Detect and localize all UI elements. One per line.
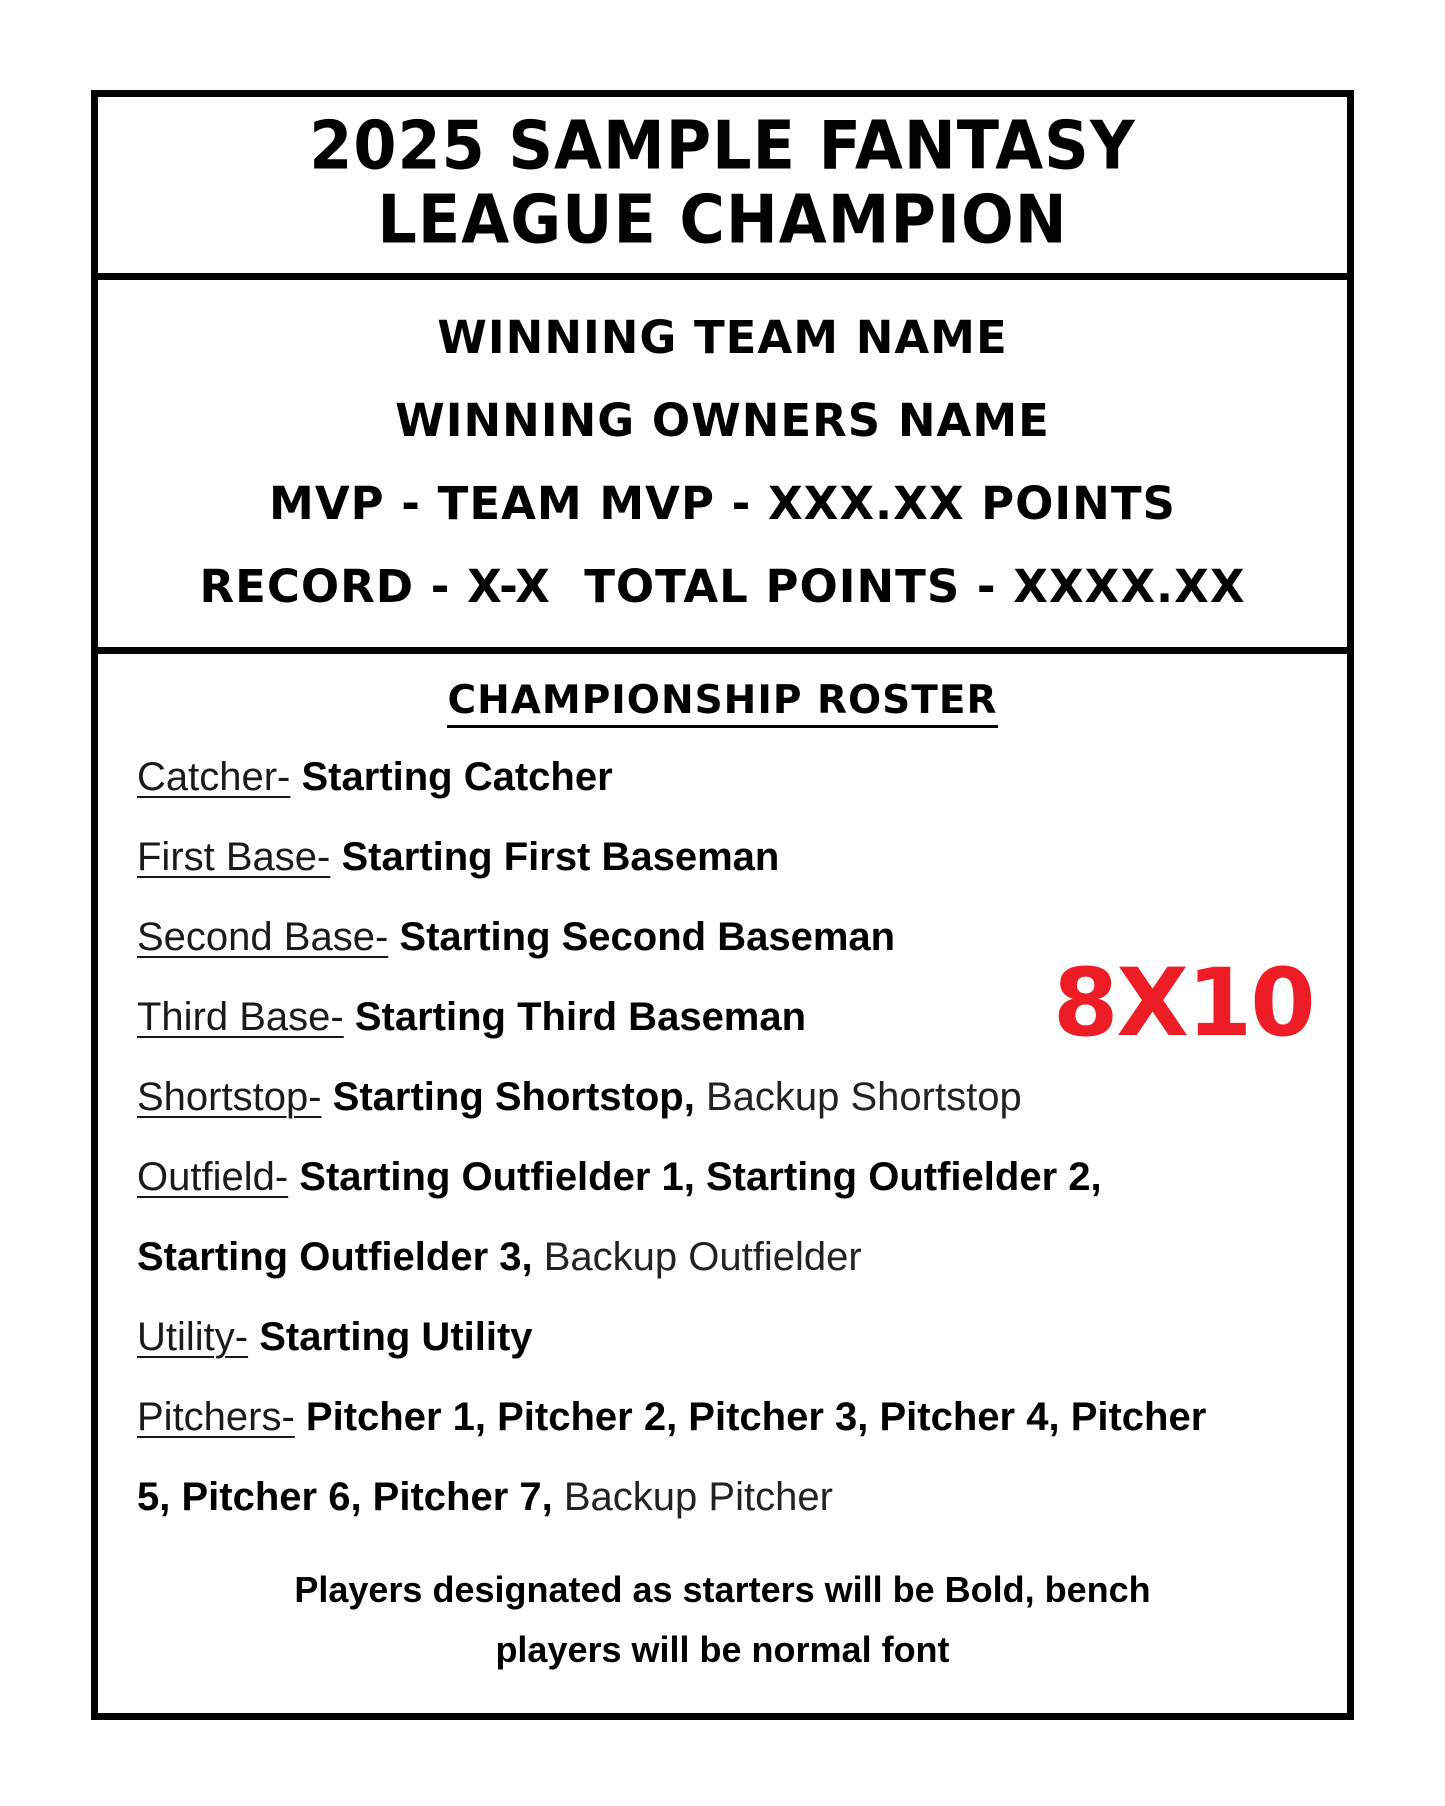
roster-line-shortstop: [137, 1071, 1022, 1123]
starter-names: Starting Third Baseman: [343, 995, 807, 1039]
bench-names: Backup Outfielder: [532, 1235, 862, 1279]
title-line-1: 2025 SAMPLE FANTASY: [309, 106, 1136, 185]
roster-line-outfield: [137, 1151, 1102, 1203]
position-label: First Base-: [137, 835, 331, 879]
starter-names: Starting Second Baseman: [388, 915, 896, 959]
starter-names: Starting Outfielder 1, Starting Outfielder 2,: [288, 1155, 1102, 1199]
position-label: Utility-: [137, 1315, 249, 1359]
starter-names: 5, Pitcher 6, Pitcher 7,: [137, 1475, 553, 1519]
position-label: Pitchers-: [137, 1395, 295, 1439]
title-line-2: LEAGUE CHAMPION: [377, 180, 1068, 259]
roster-line-third-base: [137, 991, 806, 1043]
size-stamp: 8X10: [1053, 949, 1314, 1058]
position-label: Second Base-: [137, 915, 389, 959]
roster-line-second-base: [137, 911, 895, 963]
mvp-line: MVP - TEAM MVP - XXX.XX POINTS: [269, 477, 1176, 530]
note-line-2: players will be normal font: [495, 1629, 950, 1670]
starter-names: Starting Outfielder 3,: [137, 1235, 533, 1279]
team-name: WINNING TEAM NAME: [437, 311, 1008, 364]
certificate-frame: [91, 90, 1354, 1720]
roster-line-first-base: [137, 831, 779, 883]
starter-names: Pitcher 1, Pitcher 2, Pitcher 3, Pitcher 4, Pitcher: [294, 1395, 1207, 1439]
roster-heading: [98, 676, 1347, 726]
roster-line-pitchers-continued: [137, 1471, 833, 1523]
position-label: Shortstop-: [137, 1075, 322, 1119]
bench-names: Backup Shortstop: [694, 1075, 1022, 1119]
roster-line-pitchers: [137, 1391, 1206, 1443]
note-line-1: Players designated as starters will be Bold, bench: [294, 1569, 1151, 1610]
roster-section: [98, 654, 1347, 1713]
roster-heading-text: CHAMPIONSHIP ROSTER: [447, 678, 997, 728]
starter-names: Starting First Baseman: [330, 835, 780, 879]
position-label: Outfield-: [137, 1155, 289, 1199]
roster-line-catcher: [137, 751, 613, 803]
starter-names: Starting Shortstop,: [321, 1075, 695, 1119]
starter-names: Starting Catcher: [290, 755, 613, 799]
owner-name: WINNING OWNERS NAME: [395, 394, 1050, 447]
team-info-section: [98, 280, 1347, 654]
record-line: RECORD - X-X TOTAL POINTS - XXXX.XX: [199, 560, 1246, 613]
roster-line-utility: [137, 1311, 533, 1363]
bench-names: Backup Pitcher: [552, 1475, 833, 1519]
title-section: [98, 97, 1347, 280]
starter-names: Starting Utility: [248, 1315, 533, 1359]
roster-line-outfield-continued: [137, 1231, 862, 1283]
position-label: Catcher-: [137, 755, 291, 799]
position-label: Third Base-: [137, 995, 344, 1039]
